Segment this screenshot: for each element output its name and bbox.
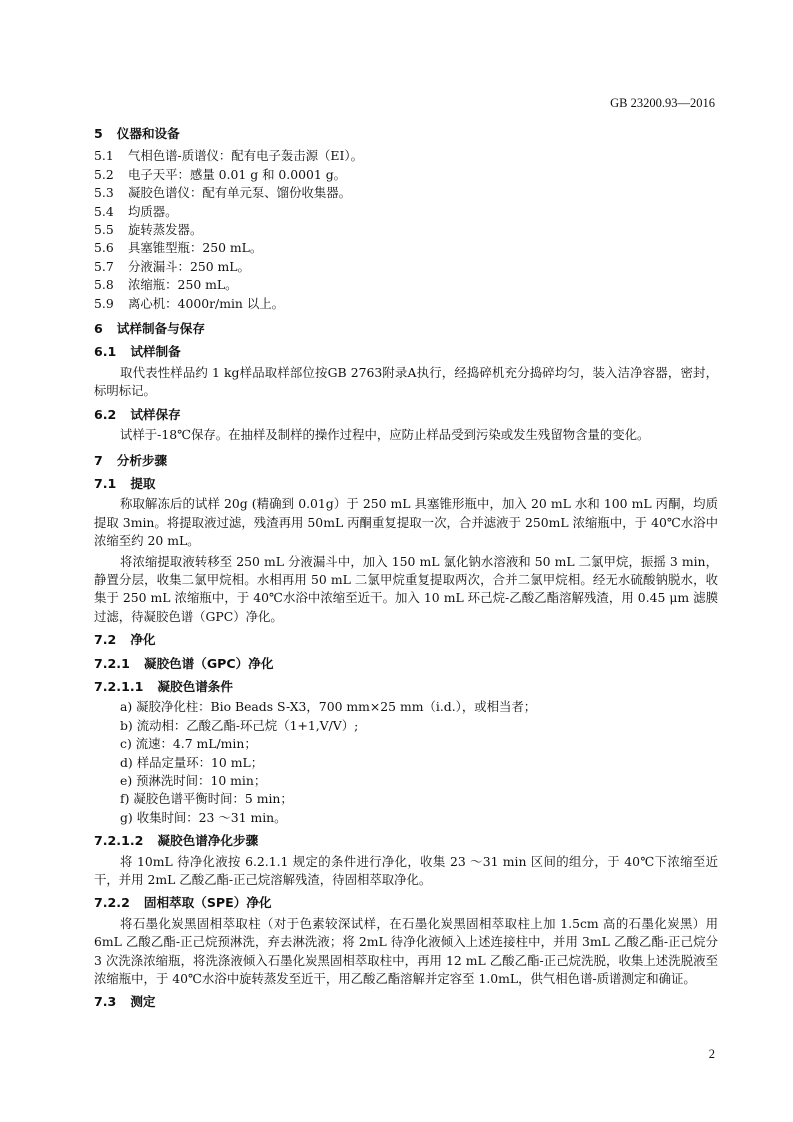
section-7-2-heading bbox=[94, 631, 718, 649]
item-number: 5.1 bbox=[94, 148, 114, 164]
condition-item: a) 凝胶净化柱：Bio Beads S-X3，700 mm×25 mm（i.d.），或相当者； bbox=[120, 699, 537, 715]
section-7-3-heading bbox=[94, 993, 718, 1011]
standard-number: GB 23200.93—2016 bbox=[610, 96, 715, 110]
section-title: 仪器和设备 bbox=[116, 126, 180, 141]
subsection-number: 7.2.1 bbox=[94, 655, 130, 671]
condition-item: g) 收集时间：23 ～31 min。 bbox=[120, 809, 287, 825]
item-number: 5.5 bbox=[94, 222, 114, 238]
list-item bbox=[94, 258, 718, 276]
section-number: 7 bbox=[94, 452, 103, 468]
list-item bbox=[94, 239, 718, 257]
list-item bbox=[94, 166, 718, 184]
paragraph: 将 10mL 待净化液按 6.2.1.1 规定的条件进行净化，收集 23 ～31 min 区间的组分，于 40℃下浓缩至近干，并用 2mL 乙酸乙酯-正己烷溶解残渣，待固相萃取净化。 bbox=[94, 853, 718, 888]
item-number: 5.2 bbox=[94, 166, 114, 182]
section-6-heading bbox=[94, 320, 718, 338]
item-number: 5.4 bbox=[94, 203, 114, 219]
section-7-2-2-heading bbox=[94, 894, 718, 912]
list-item bbox=[94, 221, 718, 239]
subsection-title: 提取 bbox=[130, 475, 156, 491]
subsection-title: 试样保存 bbox=[130, 406, 181, 422]
subsection-title: 凝胶色谱条件 bbox=[157, 678, 233, 694]
item-text: 离心机：4000r/min 以上。 bbox=[128, 295, 284, 311]
subsection-number: 7.1 bbox=[94, 475, 117, 491]
item-number: 5.3 bbox=[94, 185, 114, 201]
section-7-1-heading bbox=[94, 475, 718, 493]
condition-item: e) 预淋洗时间：10 min； bbox=[120, 773, 267, 788]
section-number: 5 bbox=[94, 126, 103, 141]
section-number: 6 bbox=[94, 321, 103, 337]
section-title: 试样制备与保存 bbox=[116, 321, 205, 337]
list-item bbox=[94, 184, 718, 202]
paragraph: 将石墨化炭黑固相萃取柱（对于色素较深试样，在石墨化炭黑固相萃取柱上加 1.5cm 高的石墨化炭黑）用 6mL 乙酸乙酯-正己烷预淋洗，弃去淋洗液；将 2mL 待净化液倾入上述连接柱中，并用 3mL 乙酸乙酯-正己烷分 3 次洗涤浓缩瓶，将洗涤液倾入石墨化炭黑固相萃取柱中，再用 12 mL 乙酸乙酯-正己烷洗脱，收集上述洗脱液至浓缩瓶中，于 40℃水浴中旋转蒸发至近干，用乙酸乙酯溶解并定容至 1.0mL，供气相色谱-质谱测定和确证。 bbox=[94, 915, 718, 987]
paragraph: 取代表性样品约 1 kg样品取样部位按GB 2763附录A执行，经捣碎机充分捣碎均匀，装入洁净容器，密封，标明标记。 bbox=[94, 364, 718, 399]
subsection-number: 7.2.1.2 bbox=[94, 833, 144, 849]
section-7-2-1-1-heading bbox=[94, 678, 718, 696]
item-text: 均质器。 bbox=[128, 203, 178, 219]
section-7-2-1-2-heading bbox=[94, 832, 718, 850]
paragraph: 试样于-18℃保存。在抽样及制样的操作过程中，应防止样品受到污染或发生残留物含量的变化。 bbox=[120, 427, 650, 443]
list-item bbox=[94, 203, 718, 221]
item-text: 旋转蒸发器。 bbox=[128, 222, 203, 238]
section-6-1-heading bbox=[94, 343, 718, 361]
subsection-title: 净化 bbox=[130, 632, 156, 648]
list-item bbox=[94, 147, 718, 165]
section-6-2-heading bbox=[94, 406, 718, 424]
document-body bbox=[94, 118, 718, 1014]
item-number: 5.8 bbox=[94, 277, 114, 293]
item-number: 5.6 bbox=[94, 240, 114, 256]
subsection-number: 6.2 bbox=[94, 406, 117, 422]
subsection-title: 凝胶色谱（GPC）净化 bbox=[143, 655, 274, 671]
section-7-2-1-heading bbox=[94, 655, 718, 673]
subsection-title: 凝胶色谱净化步骤 bbox=[157, 833, 259, 849]
section-5-heading bbox=[94, 125, 718, 143]
item-text: 气相色谱-质谱仪：配有电子轰击源（EI）。 bbox=[128, 148, 363, 164]
list-item bbox=[94, 295, 718, 313]
subsection-number: 7.2.2 bbox=[94, 895, 130, 911]
list-item bbox=[94, 276, 718, 294]
subsection-number: 6.1 bbox=[94, 344, 117, 360]
item-text: 凝胶色谱仪：配有单元泵、馏份收集器。 bbox=[128, 185, 352, 201]
condition-item: b) 流动相：乙酸乙酯-环己烷（1+1,V/V）; bbox=[120, 717, 359, 733]
item-text: 分液漏斗：250 mL。 bbox=[128, 258, 250, 274]
page-number: 2 bbox=[708, 1047, 715, 1061]
condition-item: c) 流速：4.7 mL/min； bbox=[120, 736, 257, 752]
subsection-title: 测定 bbox=[130, 994, 156, 1010]
condition-item: d) 样品定量环：10 mL； bbox=[120, 754, 264, 770]
subsection-number: 7.2.1.1 bbox=[94, 678, 144, 694]
item-text: 具塞锥型瓶：250 mL。 bbox=[128, 240, 263, 256]
paragraph: 将浓缩提取液转移至 250 mL 分液漏斗中，加入 150 mL 氯化钠水溶液和 50 mL 二氯甲烷，振摇 3 min，静置分层，收集二氯甲烷相。水相再用 50 mL 二氯甲烷重复提取两次，合并二氯甲烷相。经无水硫酸钠脱水，收集于 250 mL 浓缩瓶中，于 40℃水浴中浓缩至近干。加入 10 mL 环己烷-乙酸乙酯溶解残渣，用 0.45 μm 滤膜过滤，待凝胶色谱（GPC）净化。 bbox=[94, 553, 718, 624]
paragraph: 称取解冻后的试样 20g (精确到 0.01g）于 250 mL 具塞锥形瓶中，加入 20 mL 水和 100 mL 丙酮，均质提取 3min。将提取液过滤，残渣再用 50mL 丙酮重复提取一次，合并滤液于 250mL 浓缩瓶中，于 40℃水浴中浓缩至约 20 mL。 bbox=[94, 496, 718, 549]
condition-item: f) 凝胶色谱平衡时间：5 min； bbox=[120, 791, 293, 807]
section-title: 分析步骤 bbox=[116, 452, 168, 468]
item-number: 5.7 bbox=[94, 258, 114, 274]
section-7-heading bbox=[94, 452, 718, 470]
subsection-number: 7.3 bbox=[94, 994, 117, 1010]
item-text: 浓缩瓶：250 mL。 bbox=[128, 277, 238, 293]
subsection-title: 试样制备 bbox=[130, 344, 181, 360]
subsection-number: 7.2 bbox=[94, 632, 117, 648]
subsection-title: 固相萃取（SPE）净化 bbox=[143, 895, 272, 911]
item-number: 5.9 bbox=[94, 295, 114, 311]
item-text: 电子天平：感量 0.01 g 和 0.0001 g。 bbox=[128, 166, 347, 182]
